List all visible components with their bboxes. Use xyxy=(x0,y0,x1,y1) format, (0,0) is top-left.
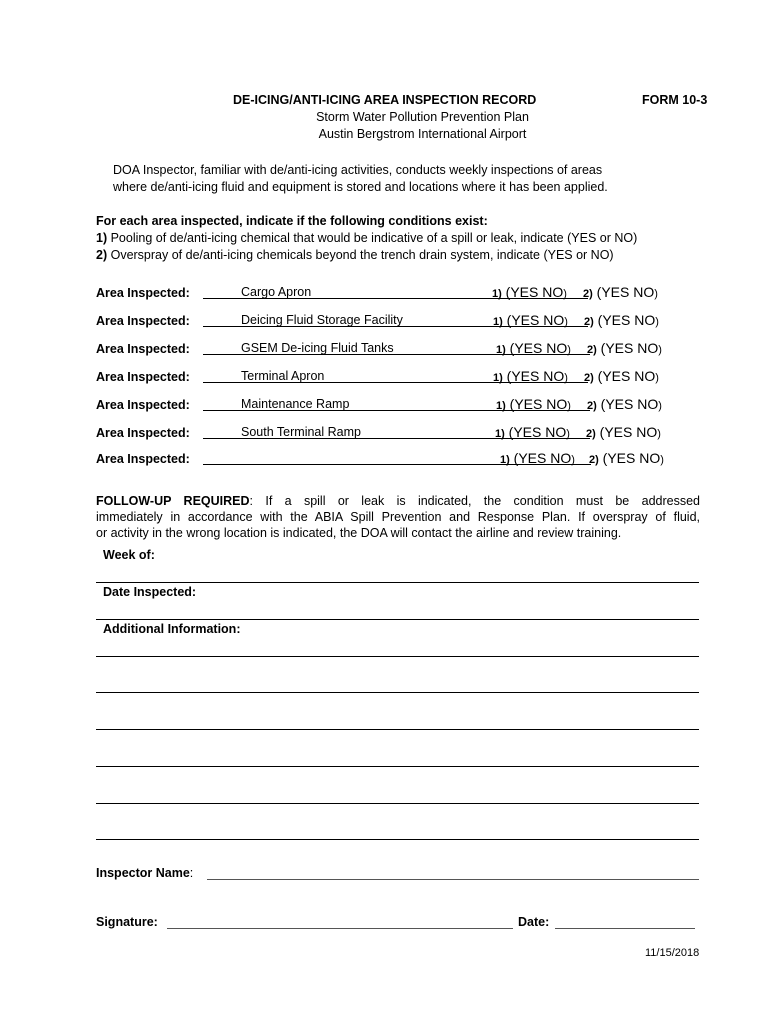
area-label: Area Inspected: xyxy=(96,314,190,328)
form-subtitle: Storm Water Pollution Prevention Plan xyxy=(316,110,529,124)
additional-info-line[interactable] xyxy=(96,729,699,730)
area-value: Deicing Fluid Storage Facility xyxy=(241,313,403,327)
yes-no-2[interactable]: 2) (YES NO) xyxy=(587,340,662,356)
airport-name: Austin Bergstrom International Airport xyxy=(318,127,527,141)
conditions-block xyxy=(96,213,637,264)
yes-no-2[interactable]: 2) (YES NO) xyxy=(583,284,658,300)
condition-1: 1) Pooling of de/anti-icing chemical that would be indicative of a spill or leak, indicate (YES or NO) xyxy=(96,231,638,245)
date-inspected-label: Date Inspected: xyxy=(103,585,197,599)
inspector-name-line[interactable] xyxy=(207,879,699,880)
area-label: Area Inspected: xyxy=(96,286,190,300)
area-value: Terminal Apron xyxy=(241,369,325,383)
yes-no-2[interactable]: 2) (YES NO) xyxy=(587,396,662,412)
week-of-label: Week of: xyxy=(103,548,155,562)
yes-no-1[interactable]: 1) (YES NO) xyxy=(492,284,567,300)
conditions-heading: For each area inspected, indicate if the following conditions exist: xyxy=(96,214,488,228)
signature-line[interactable] xyxy=(167,928,513,929)
date-label-wrap xyxy=(518,915,549,929)
additional-info-line[interactable] xyxy=(96,656,699,657)
intro-line-1: DOA Inspector, familiar with de/anti-icing activities, conducts weekly inspections of areas xyxy=(113,163,603,177)
date-inspected-line[interactable] xyxy=(96,619,699,620)
area-row xyxy=(96,312,696,330)
area-label: Area Inspected: xyxy=(96,398,190,412)
intro-paragraph xyxy=(113,162,608,196)
inspector-name-label: Inspector Name: xyxy=(96,866,194,880)
yes-no-2[interactable]: 2) (YES NO) xyxy=(584,312,659,328)
area-value: Cargo Apron xyxy=(241,285,312,299)
area-value: South Terminal Ramp xyxy=(241,425,361,439)
area-value: Maintenance Ramp xyxy=(241,397,350,411)
follow-up-paragraph: FOLLOW-UP REQUIRED: If a spill or leak is indicated, the condition must be addressed immediately in accordance with the ABIA Spill Prevention and Response Plan. If overspray of fluid, or activity in the wrong location is indicated, the DOA will contact the airline and review training. xyxy=(96,494,700,540)
additional-info-line[interactable] xyxy=(96,839,699,840)
area-label: Area Inspected: xyxy=(96,426,190,440)
additional-info-line[interactable] xyxy=(96,692,699,693)
signature-row xyxy=(96,915,158,929)
condition-2: 2) Overspray of de/anti-icing chemicals beyond the trench drain system, indicate (YES or NO) xyxy=(96,248,614,262)
date-line[interactable] xyxy=(555,928,695,929)
area-label: Area Inspected: xyxy=(96,370,190,384)
yes-no-2[interactable]: 2) (YES NO) xyxy=(584,368,659,384)
area-row xyxy=(96,340,696,358)
follow-up-label: FOLLOW-UP REQUIRED xyxy=(96,494,250,508)
additional-info-label: Additional Information: xyxy=(103,622,241,636)
yes-no-1[interactable]: 1) (YES NO) xyxy=(500,450,575,466)
form-number: FORM 10-3 xyxy=(642,93,708,107)
area-row xyxy=(96,450,696,468)
intro-line-2: where de/anti-icing fluid and equipment is stored and locations where it has been applied. xyxy=(113,180,608,194)
revision-date: 11/15/2018 xyxy=(645,947,700,959)
form-title: DE-ICING/ANTI-ICING AREA INSPECTION RECORD xyxy=(233,93,537,107)
area-row xyxy=(96,284,696,302)
area-label: Area Inspected: xyxy=(96,452,190,466)
yes-no-1[interactable]: 1) (YES NO) xyxy=(493,312,568,328)
yes-no-1[interactable]: 1) (YES NO) xyxy=(496,396,571,412)
area-row xyxy=(96,368,696,386)
signature-label: Signature: xyxy=(96,915,158,929)
area-label: Area Inspected: xyxy=(96,342,190,356)
area-row xyxy=(96,396,696,414)
yes-no-2[interactable]: 2) (YES NO) xyxy=(589,450,664,466)
yes-no-1[interactable]: 1) (YES NO) xyxy=(495,424,570,440)
area-value: GSEM De-icing Fluid Tanks xyxy=(241,341,394,355)
date-label: Date: xyxy=(518,915,550,929)
yes-no-1[interactable]: 1) (YES NO) xyxy=(496,340,571,356)
area-row xyxy=(96,424,696,442)
additional-info-line[interactable] xyxy=(96,803,699,804)
week-of-line[interactable] xyxy=(96,582,699,583)
yes-no-2[interactable]: 2) (YES NO) xyxy=(586,424,661,440)
yes-no-1[interactable]: 1) (YES NO) xyxy=(493,368,568,384)
additional-info-line[interactable] xyxy=(96,766,699,767)
